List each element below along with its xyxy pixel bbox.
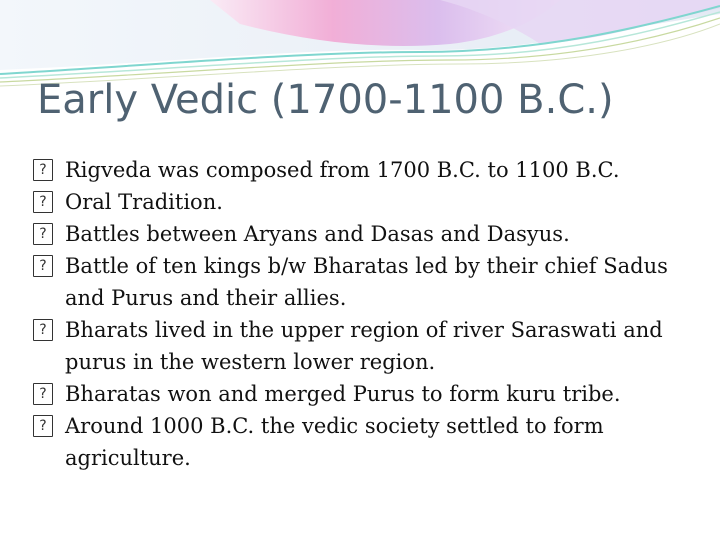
missing-glyph-box-icon xyxy=(33,191,53,213)
bullet-item xyxy=(33,186,708,218)
slide-title: Early Vedic (1700-1100 B.C.) xyxy=(37,77,614,123)
bullet-text: Battles between Aryans and Dasas and Dasyus. xyxy=(65,222,570,246)
bullet-text: Bharatas won and merged Purus to form kuru tribe. xyxy=(65,382,621,406)
bullet-text: Bharats lived in the upper region of river Saraswati and purus in the western lower region. xyxy=(65,318,663,374)
missing-glyph-box-icon xyxy=(33,319,53,341)
bullet-list xyxy=(33,154,708,474)
missing-glyph-box-icon xyxy=(33,223,53,245)
missing-glyph-box-icon xyxy=(33,383,53,405)
missing-glyph-box-icon xyxy=(33,415,53,437)
bullet-item xyxy=(33,250,708,314)
bullet-text: Rigveda was composed from 1700 B.C. to 1100 B.C. xyxy=(65,158,620,182)
bullet-item xyxy=(33,314,708,378)
bullet-text: Oral Tradition. xyxy=(65,190,223,214)
bullet-item xyxy=(33,410,708,474)
missing-glyph-box-icon xyxy=(33,255,53,277)
bullet-item xyxy=(33,218,708,250)
bullet-text: Battle of ten kings b/w Bharatas led by their chief Sadus and Purus and their allies. xyxy=(65,254,668,310)
bullet-item xyxy=(33,154,708,186)
bullet-text: Around 1000 B.C. the vedic society settled to form agriculture. xyxy=(65,414,604,470)
bullet-item xyxy=(33,378,708,410)
missing-glyph-box-icon xyxy=(33,159,53,181)
